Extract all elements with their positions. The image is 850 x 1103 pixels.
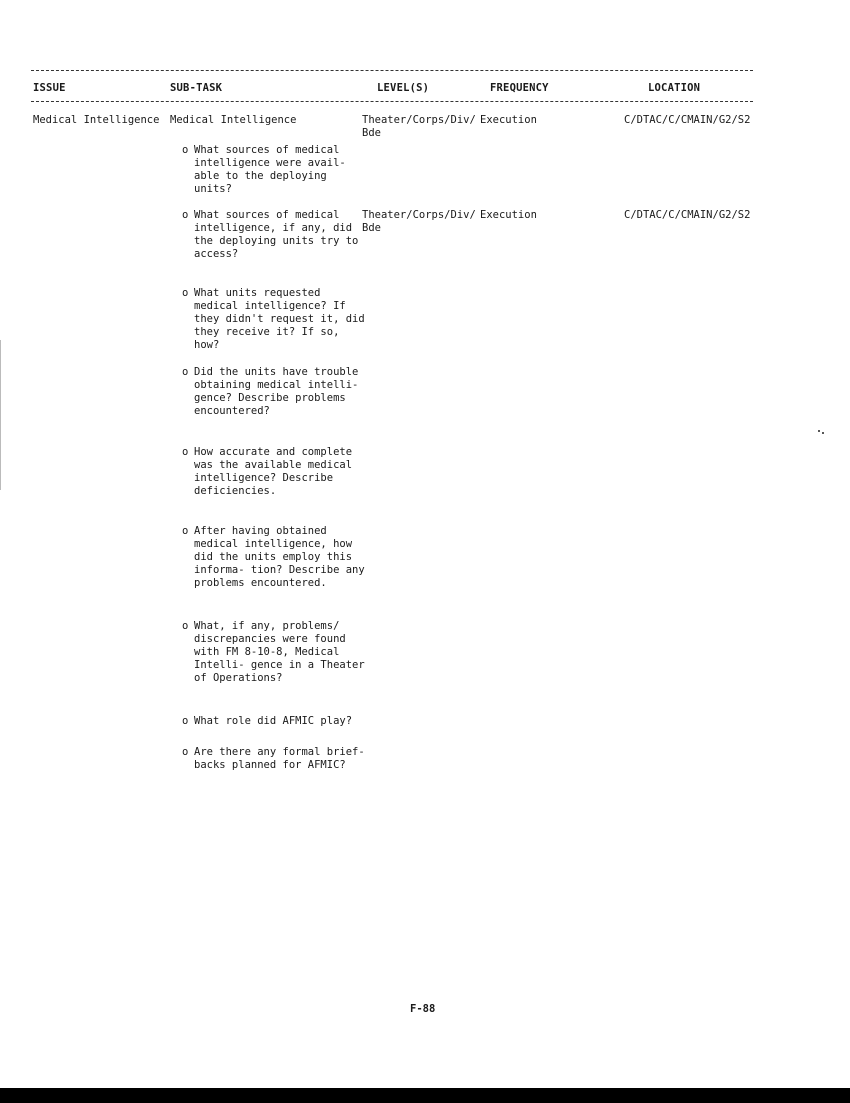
question-item [182,366,367,418]
bullet-marker: o [182,620,189,632]
question-item [182,620,367,685]
subtask-title: Medical Intelligence [170,114,297,126]
question-text: Are there any formal brief- backs planned for AFMIC? [194,746,365,771]
question-item [182,209,367,261]
bullet-marker: o [182,144,189,156]
bullet-marker: o [182,525,189,537]
level-line: Theater/Corps/Div/ [362,114,476,126]
question-text: After having obtained medical intelligence, how did the units employ this informa- tion? Describe any problems encountered. [194,525,365,589]
question-text: What role did AFMIC play? [194,715,353,727]
scan-speck [818,430,823,433]
bullet-marker: o [182,446,189,458]
question-text: What sources of medical intelligence, if any, did the deploying units try to access? [194,209,359,260]
location-cell-2: C/DTAC/C/CMAIN/G2/S2 [624,209,751,221]
bullet-marker: o [182,715,189,727]
header-subtask: SUB-TASK [170,82,223,94]
bullet-marker: o [182,366,189,378]
level-line: Theater/Corps/Div/ [362,209,476,221]
header-issue: ISSUE [33,82,66,94]
question-item [182,715,367,728]
header-rule [31,101,753,102]
question-item [182,525,367,590]
scan-bottom-border [0,1088,850,1103]
level-line: Bde [362,127,381,139]
scan-edge-mark [0,340,1,490]
location-cell-1: C/DTAC/C/CMAIN/G2/S2 [624,114,751,126]
question-item [182,446,367,498]
question-text: What sources of medical intelligence were avail- able to the deploying units? [194,144,346,195]
level-cell-2 [362,209,476,235]
question-item [182,746,367,772]
question-text: How accurate and complete was the available medical intelligence? Describe deficiencies. [194,446,353,497]
top-rule [31,70,753,71]
question-text: What, if any, problems/ discrepancies were found with FM 8-10-8, Medical Intelli- gence in a Theater of Operations? [194,620,365,684]
frequency-cell-2: Execution [480,209,537,221]
header-frequency: FREQUENCY [490,82,549,94]
question-item [182,144,367,196]
level-line: Bde [362,222,381,234]
question-text: Did the units have trouble obtaining medical intelli- gence? Describe problems encountered? [194,366,359,417]
question-text: What units requested medical intelligence? If they didn't request it, did they receive it? If so, how? [194,287,365,351]
question-item [182,287,367,352]
frequency-cell-1: Execution [480,114,537,126]
page-number: F-88 [410,1003,436,1015]
header-levels: LEVEL(S) [377,82,430,94]
issue-cell: Medical Intelligence [33,114,160,126]
bullet-marker: o [182,287,189,299]
bullet-marker: o [182,746,189,758]
bullet-marker: o [182,209,189,221]
level-cell-1 [362,114,476,140]
header-location: LOCATION [648,82,701,94]
